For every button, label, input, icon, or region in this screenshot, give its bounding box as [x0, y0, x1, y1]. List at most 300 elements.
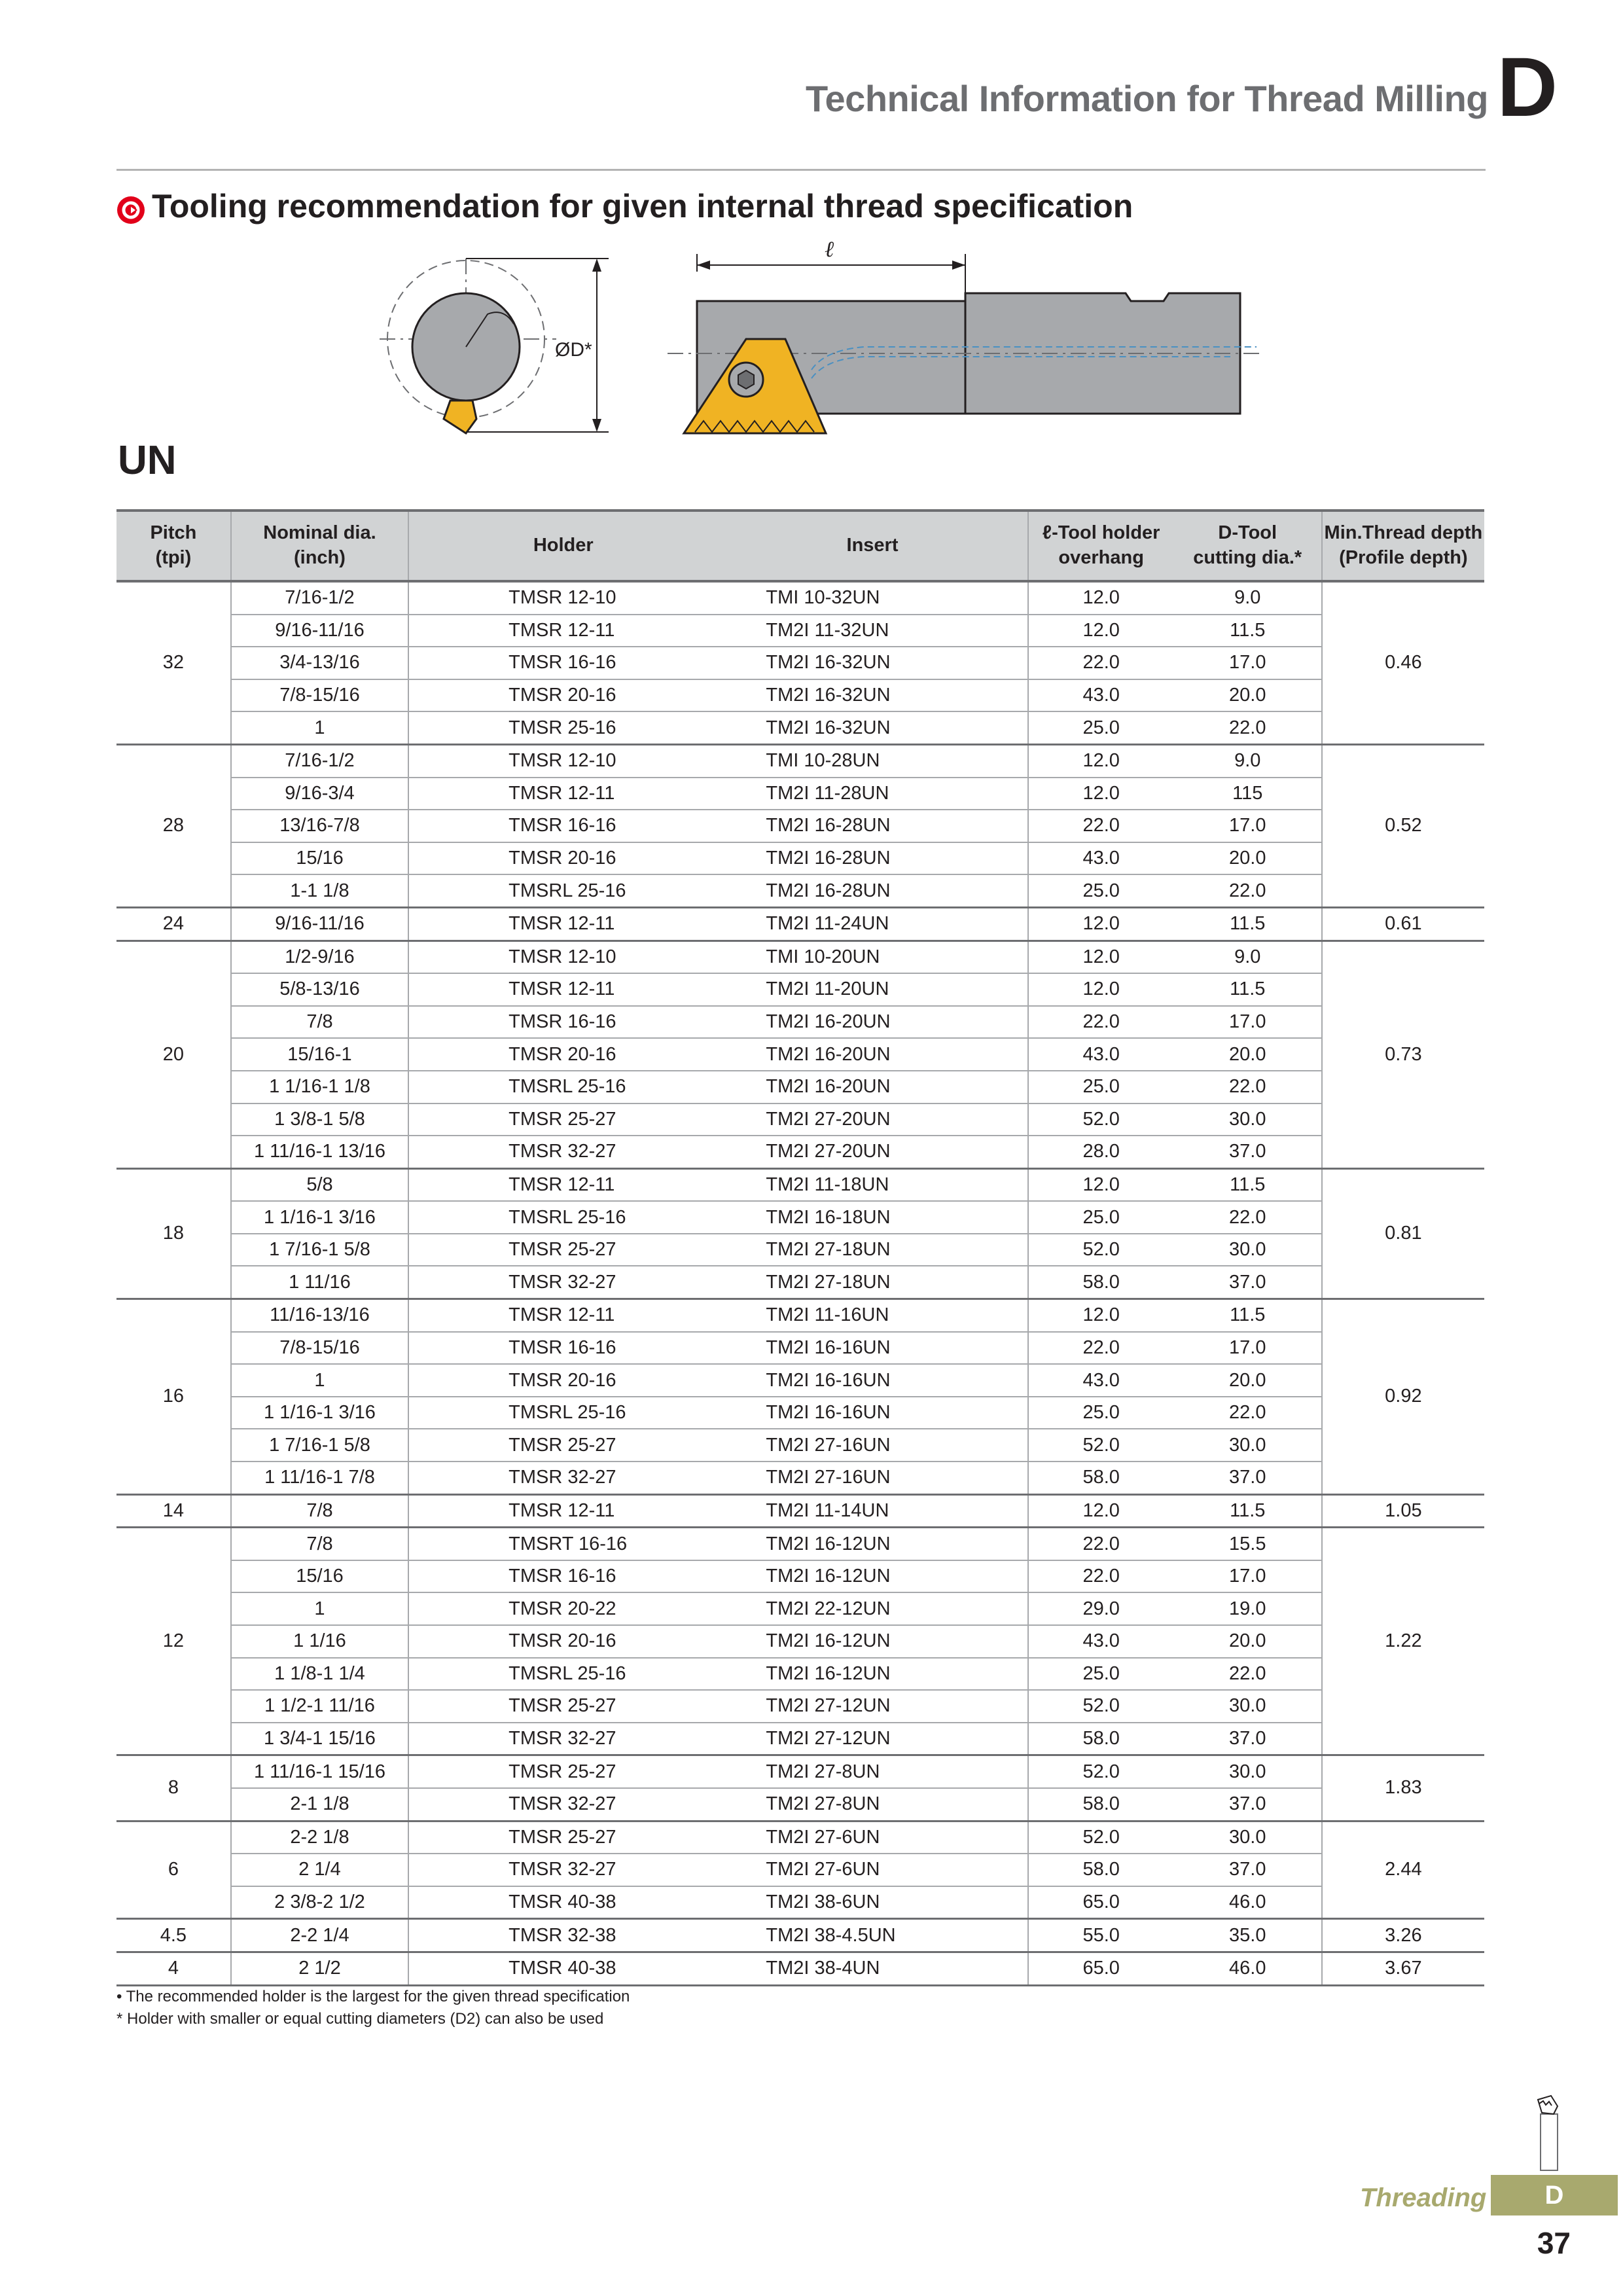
cutting-dia-cell: 17.0 [1174, 1332, 1322, 1365]
nominal-dia-cell: 2 1/2 [231, 1952, 408, 1985]
tool-holder-side-view [668, 254, 1263, 433]
nominal-dia-cell: 7/16-1/2 [231, 744, 408, 777]
holder-cell: TMSR 20-22 [408, 1592, 717, 1625]
overhang-cell: 25.0 [1028, 1201, 1174, 1234]
holder-cell: TMSR 12-11 [408, 1299, 717, 1332]
holder-cell: TMSR 16-16 [408, 1560, 717, 1593]
nominal-dia-cell: 1 1/8-1 1/4 [231, 1658, 408, 1691]
thread-depth-cell: 1.83 [1322, 1755, 1484, 1821]
holder-cell: TMSR 32-27 [408, 1723, 717, 1755]
overhang-cell: 22.0 [1028, 1006, 1174, 1039]
nominal-dia-cell: 11/16-13/16 [231, 1299, 408, 1332]
holder-cell: TMSR 12-11 [408, 973, 717, 1006]
nominal-dia-cell: 9/16-11/16 [231, 907, 408, 941]
nominal-dia-cell: 3/4-13/16 [231, 647, 408, 679]
insert-cell: TM2I 16-20UN [717, 1038, 1027, 1071]
note-recommended-holder: • The recommended holder is the largest for the given thread specification [116, 1988, 630, 2005]
overhang-cell: 58.0 [1028, 1266, 1174, 1299]
table-row [116, 1364, 1484, 1397]
insert-cell: TM2I 27-16UN [717, 1429, 1027, 1462]
thread-depth-cell: 1.22 [1322, 1528, 1484, 1755]
table-row [116, 1103, 1484, 1136]
tooling-table [116, 509, 1484, 1986]
footer-tab-letter: D [1491, 2175, 1618, 2215]
header-pitch: Pitch (tpi) [116, 511, 231, 581]
holder-cell: TMSR 12-11 [408, 907, 717, 941]
table-row [116, 1560, 1484, 1593]
pitch-cell: 6 [116, 1821, 231, 1919]
holder-cell: TMSR 32-27 [408, 1462, 717, 1494]
overhang-cell: 43.0 [1028, 1364, 1174, 1397]
header-insert: Insert [717, 511, 1027, 581]
holder-cell: TMSR 12-11 [408, 615, 717, 647]
pitch-cell: 32 [116, 581, 231, 744]
nominal-dia-cell: 7/16-1/2 [231, 581, 408, 615]
cutting-dia-cell: 46.0 [1174, 1886, 1322, 1919]
nominal-dia-cell: 7/8-15/16 [231, 1332, 408, 1365]
insert-cell: TM2I 22-12UN [717, 1592, 1027, 1625]
pitch-cell: 16 [116, 1299, 231, 1495]
overhang-cell: 55.0 [1028, 1919, 1174, 1952]
table-row [116, 1919, 1484, 1952]
header-nominal-dia: Nominal dia. (inch) [231, 511, 408, 581]
header-overhang: ℓ-Tool holder overhang [1028, 511, 1174, 581]
insert-cell: TM2I 27-12UN [717, 1690, 1027, 1723]
holder-cell: TMSR 12-11 [408, 778, 717, 810]
table-row [116, 1788, 1484, 1821]
overhang-cell: 12.0 [1028, 1494, 1174, 1528]
table-row [116, 1494, 1484, 1528]
nominal-dia-cell: 2-1 1/8 [231, 1788, 408, 1821]
table-row [116, 1136, 1484, 1168]
holder-cell: TMSR 12-10 [408, 744, 717, 777]
overhang-cell: 25.0 [1028, 711, 1174, 744]
overhang-cell: 22.0 [1028, 810, 1174, 842]
cutting-dia-cell: 9.0 [1174, 581, 1322, 615]
cutting-dia-cell: 17.0 [1174, 1006, 1322, 1039]
table-row [116, 973, 1484, 1006]
nominal-dia-cell: 1 3/8-1 5/8 [231, 1103, 408, 1136]
cutting-dia-cell: 115 [1174, 778, 1322, 810]
insert-cell: TM2I 16-12UN [717, 1528, 1027, 1560]
insert-cell: TM2I 16-32UN [717, 711, 1027, 744]
overhang-cell: 58.0 [1028, 1788, 1174, 1821]
overhang-cell: 12.0 [1028, 581, 1174, 615]
overhang-cell: 52.0 [1028, 1821, 1174, 1854]
note-smaller-holder: * Holder with smaller or equal cutting diameters (D2) can also be used [116, 2010, 604, 2028]
overhang-cell: 12.0 [1028, 778, 1174, 810]
insert-cell: TM2I 27-8UN [717, 1788, 1027, 1821]
holder-cell: TMSR 20-16 [408, 679, 717, 712]
cutting-dia-cell: 15.5 [1174, 1528, 1322, 1560]
nominal-dia-cell: 7/8 [231, 1528, 408, 1560]
thread-depth-cell: 1.05 [1322, 1494, 1484, 1528]
page-number: 37 [1537, 2226, 1571, 2260]
insert-cell: TM2I 11-16UN [717, 1299, 1027, 1332]
pitch-cell: 24 [116, 907, 231, 941]
overhang-cell: 12.0 [1028, 973, 1174, 1006]
overhang-cell: 22.0 [1028, 1332, 1174, 1365]
nominal-dia-cell: 1 1/16-1 3/16 [231, 1201, 408, 1234]
insert-cell: TM2I 16-12UN [717, 1658, 1027, 1691]
nominal-dia-cell: 1 1/16-1 1/8 [231, 1071, 408, 1103]
table-header-row [116, 511, 1484, 581]
holder-cell: TMSR 16-16 [408, 810, 717, 842]
overhang-cell: 22.0 [1028, 1560, 1174, 1593]
table-row [116, 1886, 1484, 1919]
overhang-cell: 25.0 [1028, 874, 1174, 907]
nominal-dia-cell: 1 3/4-1 15/16 [231, 1723, 408, 1755]
nominal-dia-cell: 1 11/16-1 13/16 [231, 1136, 408, 1168]
table-row [116, 679, 1484, 712]
nominal-dia-cell: 1/2-9/16 [231, 941, 408, 973]
overhang-cell: 29.0 [1028, 1592, 1174, 1625]
insert-cell: TM2I 38-4UN [717, 1952, 1027, 1985]
overhang-cell: 52.0 [1028, 1429, 1174, 1462]
cutting-dia-cell: 20.0 [1174, 842, 1322, 875]
cutting-dia-cell: 11.5 [1174, 1494, 1322, 1528]
threading-tool-icon [1531, 2094, 1577, 2173]
cutting-dia-cell: 30.0 [1174, 1103, 1322, 1136]
cutting-dia-cell: 11.5 [1174, 1168, 1322, 1201]
nominal-dia-cell: 1 1/2-1 11/16 [231, 1690, 408, 1723]
nominal-dia-cell: 1-1 1/8 [231, 874, 408, 907]
nominal-dia-cell: 7/8 [231, 1494, 408, 1528]
nominal-dia-cell: 1 [231, 1364, 408, 1397]
pitch-cell: 4 [116, 1952, 231, 1985]
holder-cell: TMSR 20-16 [408, 1364, 717, 1397]
insert-cell: TM2I 16-28UN [717, 874, 1027, 907]
insert-cell: TM2I 38-6UN [717, 1886, 1027, 1919]
insert-cell: TM2I 11-18UN [717, 1168, 1027, 1201]
cutting-dia-cell: 30.0 [1174, 1429, 1322, 1462]
nominal-dia-cell: 9/16-3/4 [231, 778, 408, 810]
table-row [116, 1821, 1484, 1854]
cutting-dia-cell: 22.0 [1174, 1397, 1322, 1429]
table-row [116, 1006, 1484, 1039]
pitch-cell: 20 [116, 941, 231, 1168]
overhang-cell: 58.0 [1028, 1854, 1174, 1886]
overhang-cell: 25.0 [1028, 1658, 1174, 1691]
holder-cell: TMSR 32-27 [408, 1788, 717, 1821]
holder-cell: TMSR 12-11 [408, 1494, 717, 1528]
holder-cell: TMSR 20-16 [408, 1038, 717, 1071]
cutting-dia-cell: 46.0 [1174, 1952, 1322, 1985]
table-row [116, 1755, 1484, 1788]
header-holder: Holder [408, 511, 717, 581]
insert-cell: TM2I 16-20UN [717, 1006, 1027, 1039]
table-row [116, 1332, 1484, 1365]
cutting-dia-cell: 37.0 [1174, 1266, 1322, 1299]
table-row [116, 810, 1484, 842]
overhang-cell: 25.0 [1028, 1397, 1174, 1429]
overhang-cell: 43.0 [1028, 1625, 1174, 1658]
nominal-dia-cell: 2 1/4 [231, 1854, 408, 1886]
insert-cell: TMI 10-20UN [717, 941, 1027, 973]
holder-cell: TMSRL 25-16 [408, 1071, 717, 1103]
table-row [116, 1038, 1484, 1071]
holder-cell: TMSR 32-27 [408, 1854, 717, 1886]
table-row [116, 581, 1484, 615]
holder-cell: TMSRL 25-16 [408, 1201, 717, 1234]
cutting-dia-cell: 20.0 [1174, 1625, 1322, 1658]
insert-cell: TM2I 16-16UN [717, 1332, 1027, 1365]
thread-depth-cell: 0.52 [1322, 744, 1484, 907]
insert-cell: TM2I 11-24UN [717, 907, 1027, 941]
cutting-dia-cell: 37.0 [1174, 1723, 1322, 1755]
cutting-dia-cell: 11.5 [1174, 907, 1322, 941]
cutting-dia-cell: 11.5 [1174, 973, 1322, 1006]
overhang-cell: 12.0 [1028, 1299, 1174, 1332]
nominal-dia-cell: 9/16-11/16 [231, 615, 408, 647]
insert-cell: TM2I 16-32UN [717, 647, 1027, 679]
pitch-cell: 14 [116, 1494, 231, 1528]
holder-cell: TMSR 12-10 [408, 581, 717, 615]
insert-cell: TM2I 27-8UN [717, 1755, 1027, 1788]
holder-cell: TMSR 25-16 [408, 711, 717, 744]
table-row [116, 1952, 1484, 1985]
cutting-dia-cell: 37.0 [1174, 1788, 1322, 1821]
insert-cell: TM2I 16-28UN [717, 842, 1027, 875]
table-row [116, 647, 1484, 679]
table-row [116, 1299, 1484, 1332]
nominal-dia-cell: 1 1/16 [231, 1625, 408, 1658]
chapter-letter: D [1497, 41, 1558, 134]
table-row [116, 907, 1484, 941]
overhang-cell: 52.0 [1028, 1103, 1174, 1136]
table-row [116, 778, 1484, 810]
holder-cell: TMSRL 25-16 [408, 874, 717, 907]
nominal-dia-cell: 7/8-15/16 [231, 679, 408, 712]
cutting-dia-cell: 9.0 [1174, 744, 1322, 777]
table-row [116, 1201, 1484, 1234]
insert-cell: TM2I 38-4.5UN [717, 1919, 1027, 1952]
holder-cell: TMSR 32-27 [408, 1136, 717, 1168]
nominal-dia-cell: 1 11/16-1 7/8 [231, 1462, 408, 1494]
cutting-dia-cell: 22.0 [1174, 1658, 1322, 1691]
table-notes [116, 1986, 630, 2030]
length-dimension-label: ℓ [825, 238, 834, 262]
pitch-cell: 8 [116, 1755, 231, 1821]
cutting-dia-cell: 30.0 [1174, 1755, 1322, 1788]
holder-cell: TMSR 25-27 [408, 1690, 717, 1723]
overhang-cell: 12.0 [1028, 615, 1174, 647]
insert-cell: TMI 10-32UN [717, 581, 1027, 615]
overhang-cell: 58.0 [1028, 1462, 1174, 1494]
insert-cell: TM2I 16-20UN [717, 1071, 1027, 1103]
thread-depth-cell: 0.92 [1322, 1299, 1484, 1495]
holder-cell: TMSR 12-10 [408, 941, 717, 973]
nominal-dia-cell: 2 3/8-2 1/2 [231, 1886, 408, 1919]
table-row [116, 1266, 1484, 1299]
holder-cell: TMSR 25-27 [408, 1755, 717, 1788]
insert-cell: TM2I 11-20UN [717, 973, 1027, 1006]
holder-cell: TMSR 20-16 [408, 1625, 717, 1658]
holder-cell: TMSR 25-27 [408, 1821, 717, 1854]
holder-cell: TMSR 40-38 [408, 1886, 717, 1919]
section-title: Tooling recommendation for given internal thread specification [152, 188, 1133, 224]
nominal-dia-cell: 15/16 [231, 1560, 408, 1593]
table-row [116, 874, 1484, 907]
holder-cell: TMSR 25-27 [408, 1429, 717, 1462]
overhang-cell: 43.0 [1028, 842, 1174, 875]
table-row [116, 615, 1484, 647]
page-header-title: Technical Information for Thread Milling [805, 78, 1488, 119]
cutting-dia-cell: 37.0 [1174, 1136, 1322, 1168]
cutting-dia-cell: 37.0 [1174, 1854, 1322, 1886]
thread-depth-cell: 2.44 [1322, 1821, 1484, 1919]
nominal-dia-cell: 13/16-7/8 [231, 810, 408, 842]
pitch-cell: 28 [116, 744, 231, 907]
table-body [116, 581, 1484, 1985]
insert-cell: TM2I 27-20UN [717, 1103, 1027, 1136]
cutting-dia-cell: 17.0 [1174, 1560, 1322, 1593]
cutting-dia-cell: 17.0 [1174, 647, 1322, 679]
overhang-cell: 65.0 [1028, 1952, 1174, 1985]
cutting-dia-cell: 20.0 [1174, 1364, 1322, 1397]
insert-cell: TM2I 11-14UN [717, 1494, 1027, 1528]
nominal-dia-cell: 1 7/16-1 5/8 [231, 1234, 408, 1266]
thread-depth-cell: 0.73 [1322, 941, 1484, 1168]
overhang-cell: 43.0 [1028, 679, 1174, 712]
nominal-dia-cell: 1 1/16-1 3/16 [231, 1397, 408, 1429]
cutting-dia-cell: 35.0 [1174, 1919, 1322, 1952]
holder-cell: TMSR 25-27 [408, 1234, 717, 1266]
insert-cell: TM2I 16-16UN [717, 1364, 1027, 1397]
nominal-dia-cell: 1 [231, 711, 408, 744]
insert-cell: TM2I 27-12UN [717, 1723, 1027, 1755]
nominal-dia-cell: 15/16 [231, 842, 408, 875]
holder-cell: TMSRL 25-16 [408, 1658, 717, 1691]
nominal-dia-cell: 1 11/16 [231, 1266, 408, 1299]
nominal-dia-cell: 1 [231, 1592, 408, 1625]
overhang-cell: 12.0 [1028, 744, 1174, 777]
cutting-dia-cell: 20.0 [1174, 1038, 1322, 1071]
cutting-dia-cell: 11.5 [1174, 1299, 1322, 1332]
cutting-dia-cell: 22.0 [1174, 1071, 1322, 1103]
thread-depth-cell: 0.81 [1322, 1168, 1484, 1299]
thread-depth-cell: 0.61 [1322, 907, 1484, 941]
nominal-dia-cell: 5/8 [231, 1168, 408, 1201]
overhang-cell: 22.0 [1028, 647, 1174, 679]
cutting-dia-cell: 9.0 [1174, 941, 1322, 973]
nominal-dia-cell: 2-2 1/8 [231, 1821, 408, 1854]
overhang-cell: 12.0 [1028, 1168, 1174, 1201]
holder-cell: TMSRT 16-16 [408, 1528, 717, 1560]
insert-cell: TM2I 11-28UN [717, 778, 1027, 810]
insert-cell: TM2I 16-12UN [717, 1625, 1027, 1658]
table-row [116, 1168, 1484, 1201]
overhang-cell: 43.0 [1028, 1038, 1174, 1071]
table-row [116, 1723, 1484, 1755]
cutting-dia-cell: 20.0 [1174, 679, 1322, 712]
diameter-dimension-label: ØD* [555, 339, 592, 361]
nominal-dia-cell: 7/8 [231, 1006, 408, 1039]
overhang-cell: 25.0 [1028, 1071, 1174, 1103]
overhang-cell: 12.0 [1028, 941, 1174, 973]
overhang-cell: 12.0 [1028, 907, 1174, 941]
holder-cell: TMSR 16-16 [408, 647, 717, 679]
holder-cell: TMSR 16-16 [408, 1332, 717, 1365]
holder-cell: TMSR 20-16 [408, 842, 717, 875]
insert-cell: TM2I 27-6UN [717, 1821, 1027, 1854]
cutting-dia-cell: 37.0 [1174, 1462, 1322, 1494]
table-row [116, 1658, 1484, 1691]
holder-cell: TMSR 32-38 [408, 1919, 717, 1952]
holder-cell: TMSR 25-27 [408, 1103, 717, 1136]
insert-cell: TM2I 16-32UN [717, 679, 1027, 712]
cutting-dia-cell: 11.5 [1174, 615, 1322, 647]
tool-diagram [0, 0, 1623, 458]
holder-cell: TMSRL 25-16 [408, 1397, 717, 1429]
insert-cell: TM2I 27-18UN [717, 1266, 1027, 1299]
table-row [116, 1429, 1484, 1462]
holder-cell: TMSR 40-38 [408, 1952, 717, 1985]
table-row [116, 1625, 1484, 1658]
thread-depth-cell: 3.67 [1322, 1952, 1484, 1985]
overhang-cell: 58.0 [1028, 1723, 1174, 1755]
holder-cell: TMSR 12-11 [408, 1168, 717, 1201]
nominal-dia-cell: 1 11/16-1 15/16 [231, 1755, 408, 1788]
table-row [116, 1854, 1484, 1886]
overhang-cell: 52.0 [1028, 1755, 1174, 1788]
table-row [116, 1592, 1484, 1625]
insert-cell: TMI 10-28UN [717, 744, 1027, 777]
cutting-dia-cell: 22.0 [1174, 874, 1322, 907]
footer-tab-label: Threading [1360, 2183, 1487, 2212]
insert-cell: TM2I 16-16UN [717, 1397, 1027, 1429]
insert-cell: TM2I 27-18UN [717, 1234, 1027, 1266]
header-thread-depth: Min.Thread depth (Profile depth) [1322, 511, 1484, 581]
thread-depth-cell: 3.26 [1322, 1919, 1484, 1952]
overhang-cell: 65.0 [1028, 1886, 1174, 1919]
cutting-dia-cell: 22.0 [1174, 711, 1322, 744]
insert-cell: TM2I 27-16UN [717, 1462, 1027, 1494]
insert-cell: TM2I 16-28UN [717, 810, 1027, 842]
cutting-dia-cell: 30.0 [1174, 1821, 1322, 1854]
thread-depth-cell: 0.46 [1322, 581, 1484, 744]
table-row [116, 1234, 1484, 1266]
cutting-dia-cell: 22.0 [1174, 1201, 1322, 1234]
table-row [116, 711, 1484, 744]
table-row [116, 1397, 1484, 1429]
overhang-cell: 28.0 [1028, 1136, 1174, 1168]
holder-cell: TMSR 32-27 [408, 1266, 717, 1299]
table-row [116, 1690, 1484, 1723]
cutting-dia-cell: 19.0 [1174, 1592, 1322, 1625]
nominal-dia-cell: 5/8-13/16 [231, 973, 408, 1006]
table-row [116, 842, 1484, 875]
pitch-cell: 12 [116, 1528, 231, 1755]
overhang-cell: 22.0 [1028, 1528, 1174, 1560]
table-row [116, 1528, 1484, 1560]
insert-cell: TM2I 27-6UN [717, 1854, 1027, 1886]
overhang-cell: 52.0 [1028, 1690, 1174, 1723]
pitch-cell: 18 [116, 1168, 231, 1299]
pitch-cell: 4.5 [116, 1919, 231, 1952]
nominal-dia-cell: 1 7/16-1 5/8 [231, 1429, 408, 1462]
nominal-dia-cell: 2-2 1/4 [231, 1919, 408, 1952]
cutting-dia-cell: 30.0 [1174, 1234, 1322, 1266]
cutting-dia-cell: 17.0 [1174, 810, 1322, 842]
insert-cell: TM2I 27-20UN [717, 1136, 1027, 1168]
nominal-dia-cell: 15/16-1 [231, 1038, 408, 1071]
cutting-dia-cell: 30.0 [1174, 1690, 1322, 1723]
table-row [116, 1462, 1484, 1494]
table-row [116, 744, 1484, 777]
insert-cell: TM2I 16-12UN [717, 1560, 1027, 1593]
thread-standard-label: UN [118, 438, 177, 483]
